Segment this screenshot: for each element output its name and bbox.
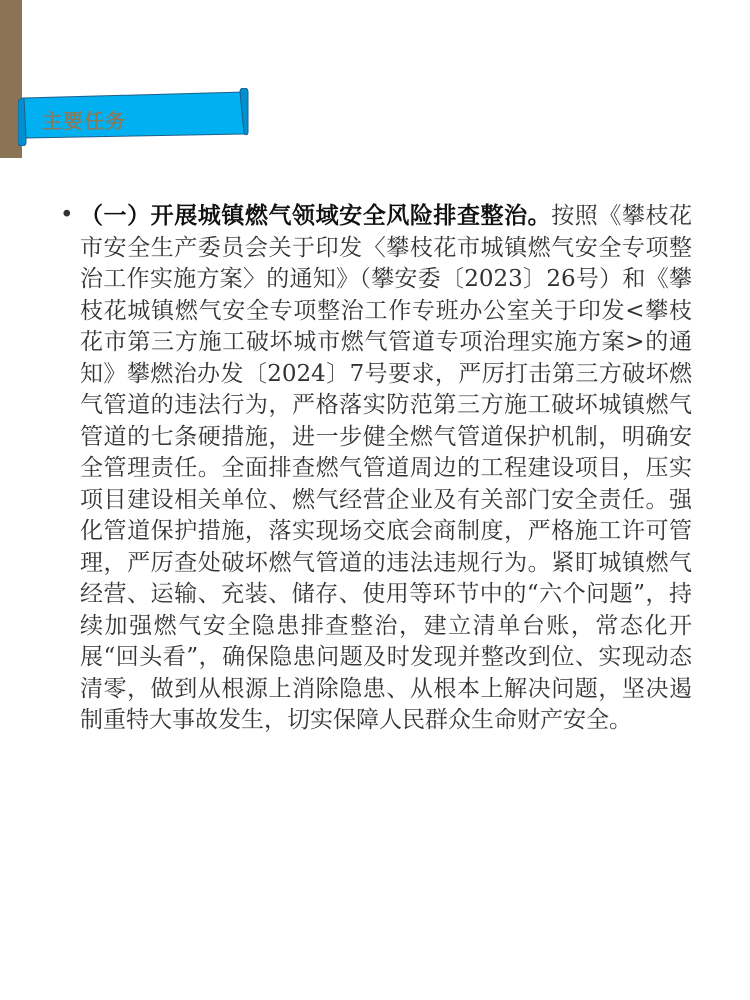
main-content — [60, 200, 692, 737]
banner-title: 主要任务 — [42, 109, 126, 133]
task-body: 按照《攀枝花市安全生产委员会关于印发〈攀枝花市城镇燃气安全专项整治工作实施方案〉的通知》（攀安委〔2023〕26号）和《攀枝花城镇燃气安全专项整治工作专班办公室关于印发<攀枝花市第三方施工破坏城市燃气管道专项治理实施方案>的通知》攀燃治办发〔2024〕7号要求，严厉打击第三方破坏燃气管道的违法行为，严格落实防范第三方施工破坏城镇燃气管道的七条硬措施，进一步健全燃气管道保护机制，明确安全管理责任。全面排查燃气管道周边的工程建设项目，压实项目建设相关单位、燃气经营企业及有关部门安全责任。强化管道保护措施，落实现场交底会商制度，严格施工许可管理，严厉查处破坏燃气管道的违法违规行为。紧盯城镇燃气经营、运输、充装、储存、使用等环节中的“六个问题”，持续加强燃气安全隐患排查整治，建立清单台账，常态化开展“回头看”，确保隐患问题及时发现并整改到位、实现动态清零，做到从根源上消除隐患、从根本上解决问题，坚决遏制重特大事故发生，切实保障人民群众生命财产安全。 — [80, 203, 693, 733]
section-banner — [18, 88, 250, 146]
task-paragraph — [60, 200, 692, 737]
bullet-icon: • — [60, 202, 74, 228]
task-heading: （一）开展城镇燃气领域安全风险排查整治。 — [80, 202, 552, 229]
